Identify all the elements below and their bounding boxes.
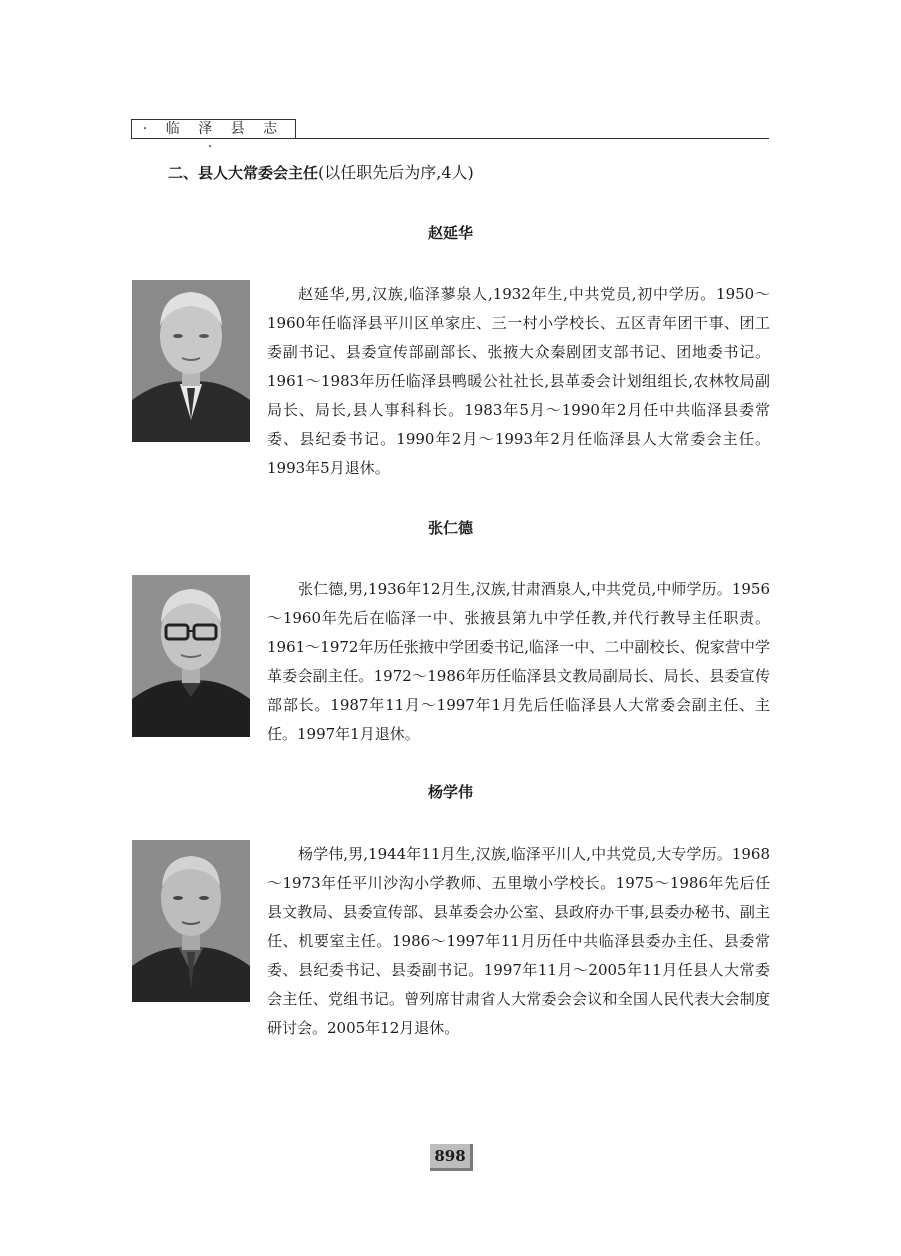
running-head: · 临 泽 县 志 ·: [131, 119, 296, 139]
person-name: 赵延华: [427, 224, 473, 242]
person-name: 张仁德: [427, 519, 473, 537]
portrait-photo: [132, 840, 250, 1002]
person-bio: 赵延华,男,汉族,临泽蓼泉人,1932年生,中共党员,初中学历。1950～1960年任临泽县平川区单家庄、三一村小学校长、五区青年团干事、团工委副书记、县委宣传部副部长、张掖大众秦剧团支部书记、团地委书记。1961～1983年历任临泽县鸭暖公社社长,县革委会计划组组长,农林牧局副局长、局长,县人事科科长。1983年5月～1990年2月任中共临泽县委常委、县纪委书记。1990年2月～1993年2月任临泽县人大常委会主任。1993年5月退休。: [267, 285, 770, 477]
portrait-photo: [132, 575, 250, 737]
page-number: 898: [430, 1144, 473, 1171]
person-bio: 杨学伟,男,1944年11月生,汉族,临泽平川人,中共党员,大专学历。1968～1973年任平川沙沟小学教师、五里墩小学校长。1975～1986年先后任县文教局、县委宣传部、县革委会办公室、县政府办干事,县委办秘书、副主任、机要室主任。1986～1997年11月历任中共临泽县委办主任、县委常委、县纪委书记、县委副书记。1997年11月～2005年11月任县人大常委会主任、党组书记。曾列席甘肃省人大常委会会议和全国人民代表大会制度研讨会。2005年12月退休。: [267, 845, 770, 1037]
portrait-photo: [132, 280, 250, 442]
section-note: (以任职先后为序,4人): [318, 163, 474, 182]
person-bio: 张仁德,男,1936年12月生,汉族,甘肃酒泉人,中共党员,中师学历。1956～1960年先后在临泽一中、张掖县第九中学任教,并代行教导主任职责。1961～1972年历任张掖中学团委书记,临泽一中、二中副校长、倪家营中学革委会副主任。1972～1986年历任临泽县文教局副局长、局长、县委宣传部部长。1987年11月～1997年1月先后任临泽县人大常委会副主任、主任。1997年1月退休。: [267, 580, 770, 743]
header-rule: [131, 138, 769, 139]
section-heading: [168, 162, 474, 184]
person-name: 杨学伟: [427, 783, 473, 801]
section-title: 二、县人大常委会主任: [168, 164, 319, 182]
